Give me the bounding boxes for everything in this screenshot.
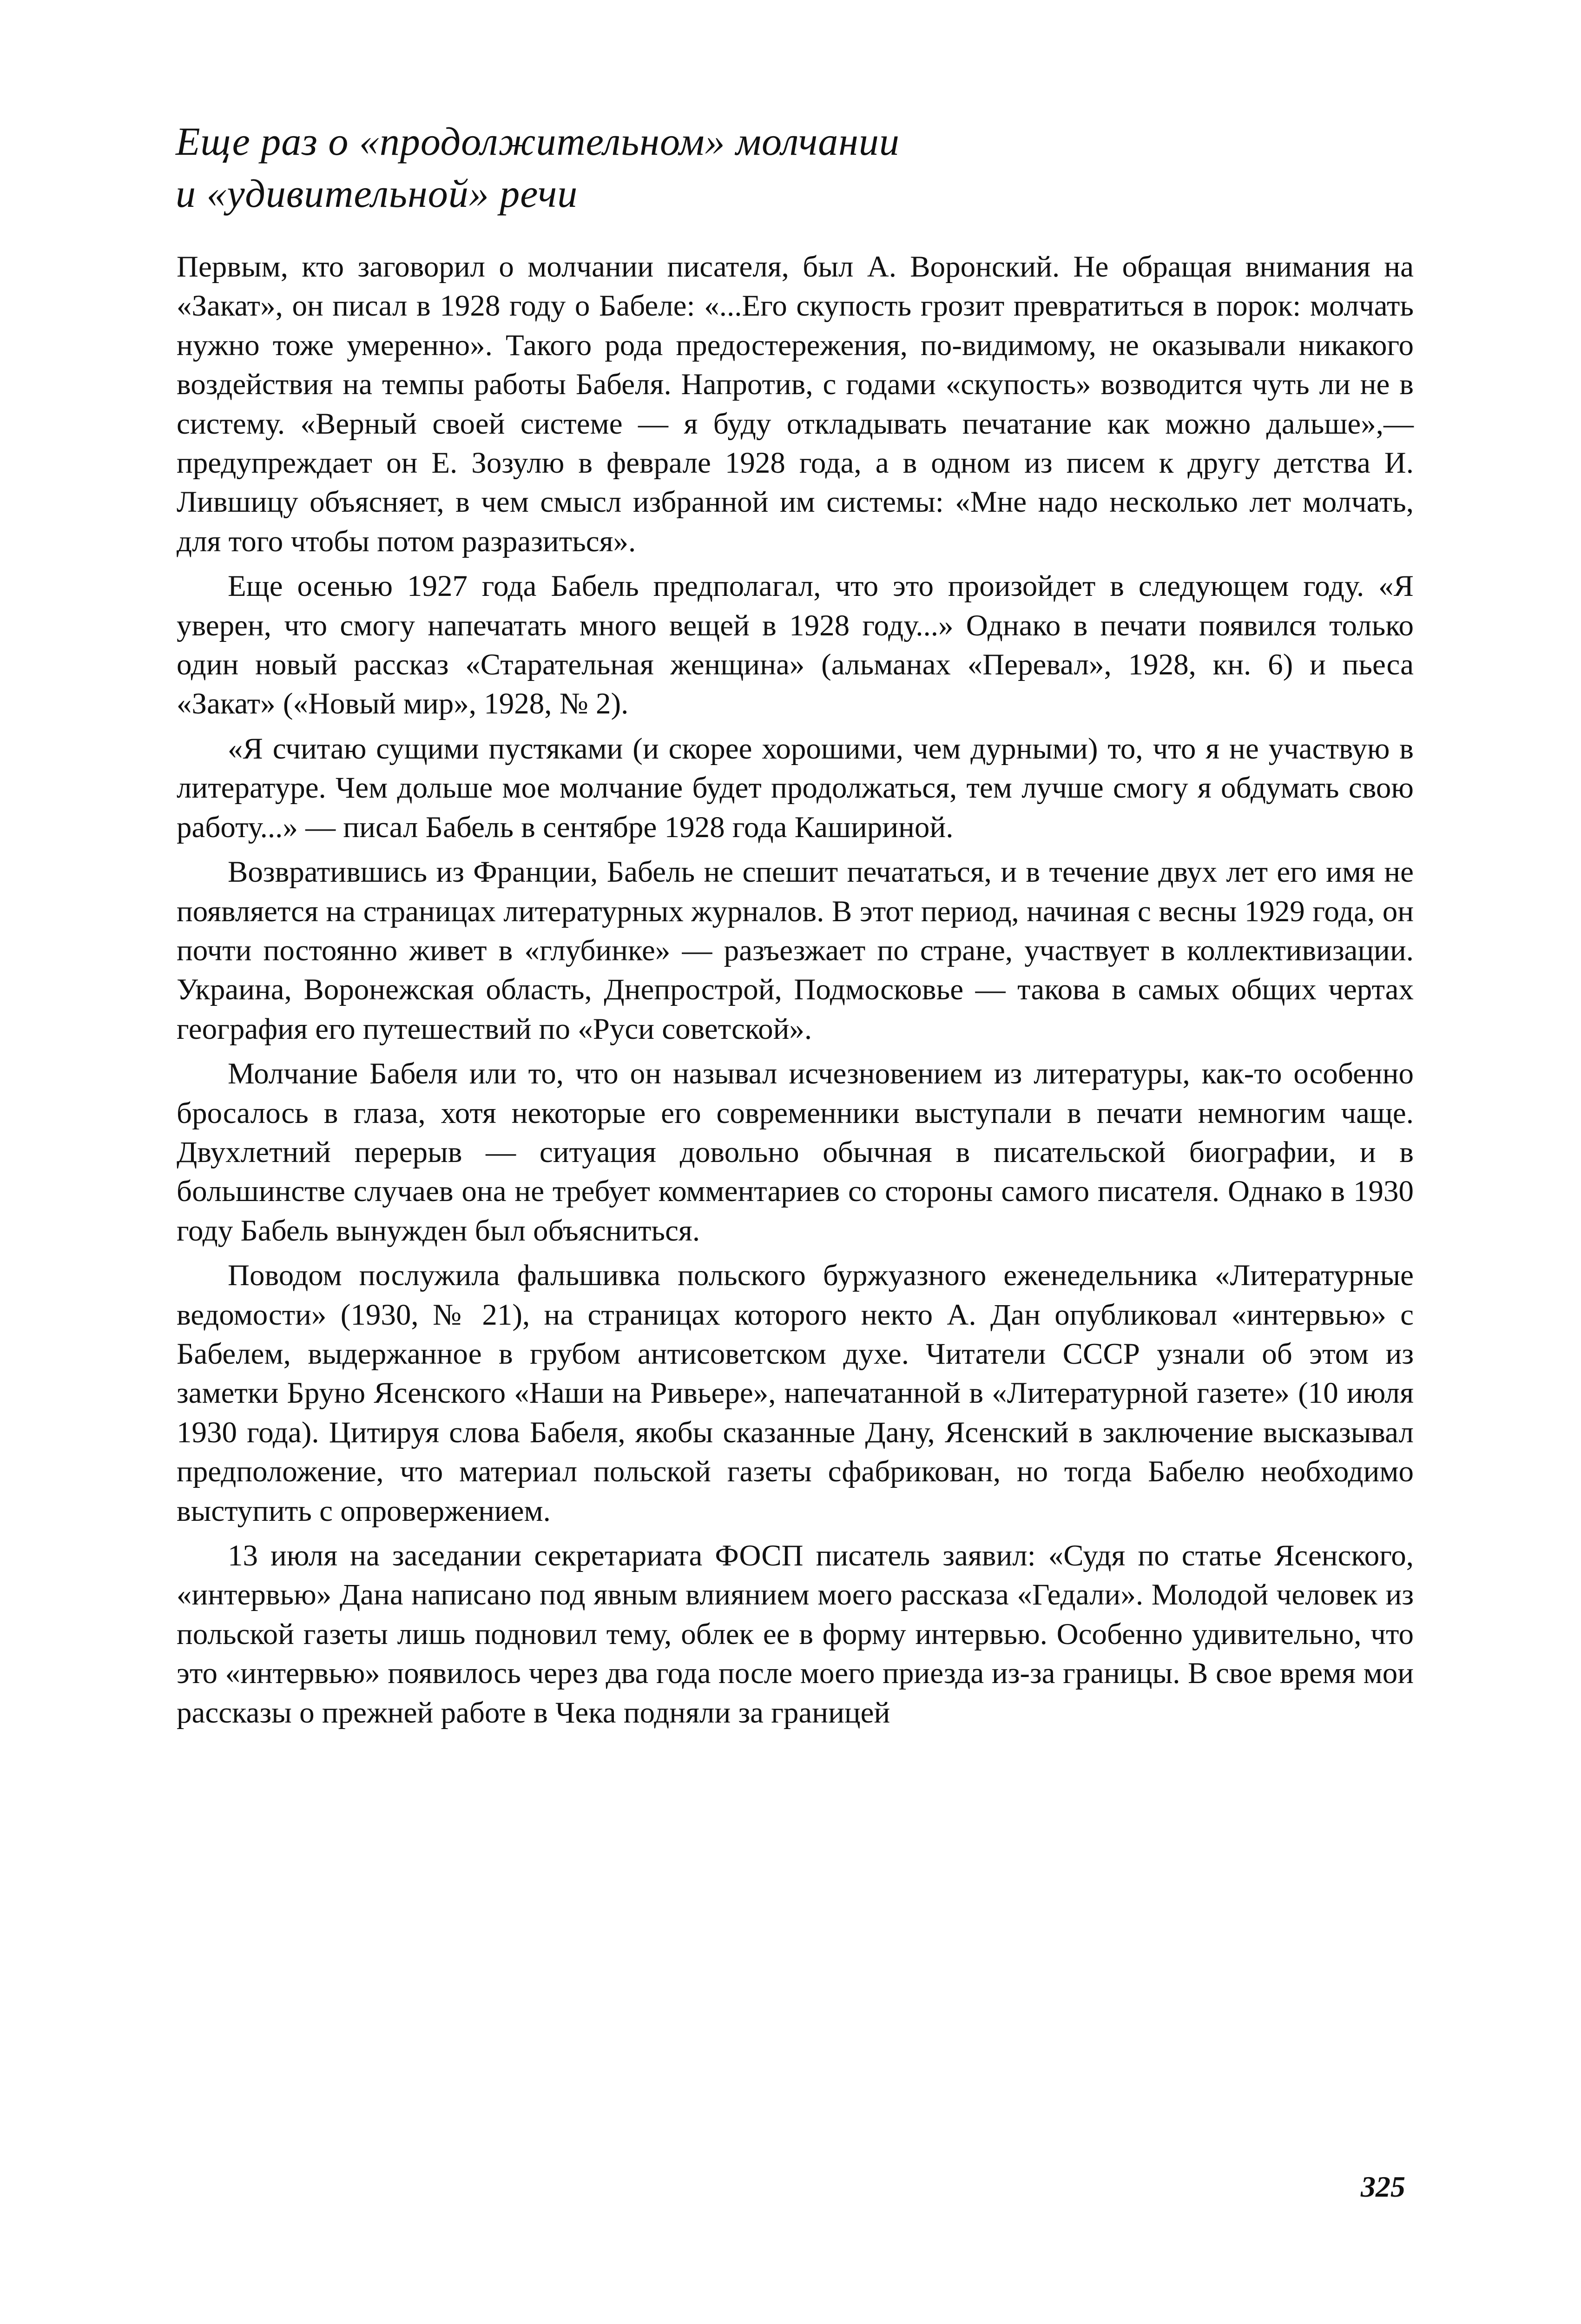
page-number: 325 bbox=[1361, 2170, 1405, 2203]
paragraph-6: Поводом послужила фальшивка польского буржуазного еженедельника «Литературные ведомости» (1930, № 21), на страницах которого некто А. Дан опубликовал «интервью» с Бабелем, выдержанное в грубом антисоветском духе. Читатели СССР узнали об этом из заметки Бруно Ясенского «Наши на Ривьере», напечатанной в «Литературной газете» (10 июля 1930 года). Цитируя слова Бабеля, якобы сказанные Дану, Ясенский в заключение высказывал предположение, что материал польской газеты сфабрикован, но тогда Бабелю необходимо выступить с опровержением. bbox=[177, 1259, 1414, 1528]
paragraph-4: Возвратившись из Франции, Бабель не спешит печататься, и в течение двух лет его имя не появляется на страницах литературных журналов. В этот период, начиная с весны 1929 года, он почти постоянно живет в «глубинке» — разъезжает по стране, участвует в коллективизации. Украина, Воронежская область, Днепрострой, Подмосковье — такова в самых общих чертах география его путешествий по «Руси советской». bbox=[177, 855, 1414, 1046]
section-heading bbox=[176, 115, 1430, 219]
paragraph-2: Еще осенью 1927 года Бабель предполагал, что это произойдет в следующем году. «Я уверен, что смогу напечатать много вещей в 1928 году...» Однако в печати появился только один новый рассказ «Старательная женщина» (альманах «Перевал», 1928, кн. 6) и пьеса «Закат» («Новый мир», 1928, № 2). bbox=[177, 569, 1414, 721]
paragraph-3: «Я считаю сущими пустяками (и скорее хорошими, чем дурными) то, что я не участвую в литературе. Чем дольше мое молчание будет продолжаться, тем лучше смогу я обдумать свою работу...» — писал Бабель в сентябре 1928 года Кашириной. bbox=[177, 732, 1414, 844]
paragraph-1: Первым, кто заговорил о молчании писателя, был А. Воронский. Не обращая внимания на «Закат», он писал в 1928 году о Бабеле: «...Его скупость грозит превратиться в порок: молчать нужно тоже умеренно». Такого рода предостережения, по-видимому, не оказывали никакого воздействия на темпы работы Бабеля. Напротив, с годами «скупость» возводится чуть ли не в систему. «Верный своей системе — я буду откладывать печатание как можно дальше»,— предупреждает он Е. Зозулю в феврале 1928 года, а в одном из писем к другу детства И. Лившицу объясняет, в чем смысл избранной им системы: «Мне надо несколько лет молчать, для того чтобы потом разразиться». bbox=[177, 250, 1414, 558]
paragraph-7: 13 июля на заседании секретариата ФОСП писатель заявил: «Судя по статье Ясенского, «интервью» Дана написано под явным влиянием моего рассказа «Гедали». Молодой человек из польской газеты лишь подновил тему, облек ее в форму интервью. Особенно удивительно, что это «интервью» появилось через два года после моего приезда из-за границы. В свое время мои рассказы о прежней работе в Чека подняли за границей bbox=[177, 1539, 1414, 1730]
body-text bbox=[177, 247, 1414, 1738]
paragraph-5: Молчание Бабеля или то, что он называл исчезновением из литературы, как-то особенно бросалось в глаза, хотя некоторые его современники выступали в печати немногим чаще. Двухлетний перерыв — ситуация довольно обычная в писательской биографии, и в большинстве случаев она не требует комментариев со стороны самого писателя. Однако в 1930 году Бабель вынужден был объясниться. bbox=[177, 1057, 1414, 1248]
section-heading-line-2: и «удивительной» речи bbox=[176, 171, 578, 216]
section-heading-line-1: Еще раз о «продолжительном» молчании bbox=[176, 119, 900, 164]
